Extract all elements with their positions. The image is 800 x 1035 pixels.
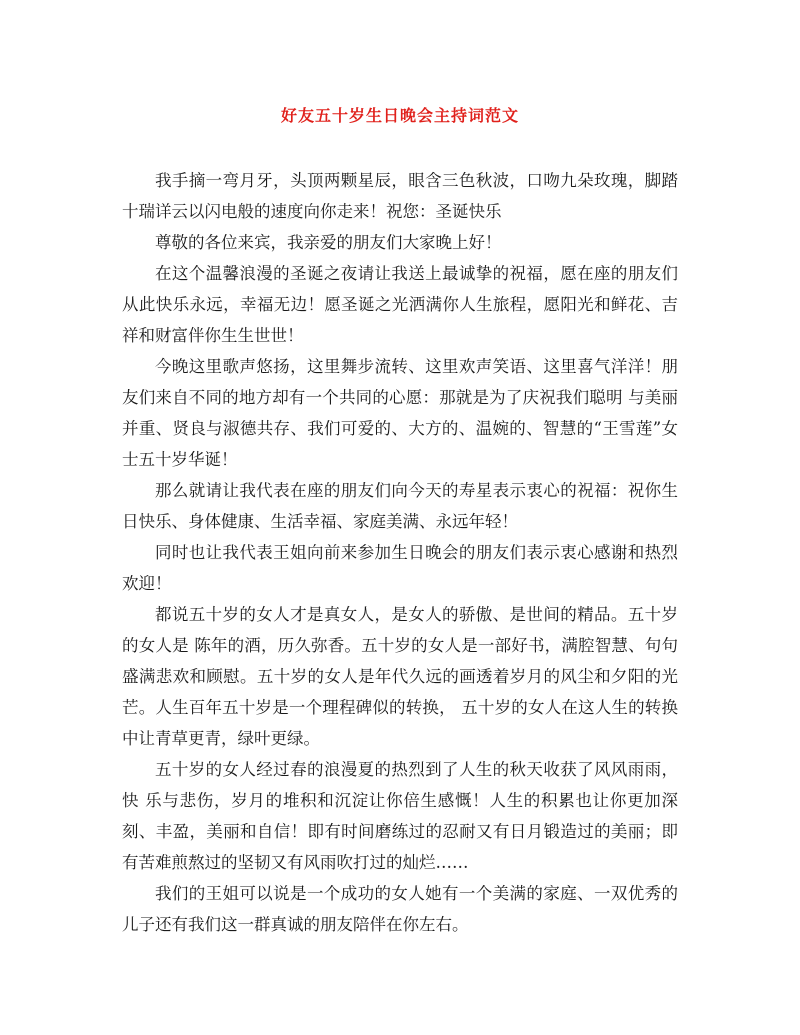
paragraph: 在这个温馨浪漫的圣诞之夜请让我送上最诚挚的祝福，愿在座的朋友们从此快乐永远，幸福无边！愿圣诞之光洒满你人生旅程，愿阳光和鲜花、吉祥和财富伴你生生世世！: [122, 264, 678, 345]
paragraph: 那么就请让我代表在座的朋友们向今天的寿星表示衷心的祝福：祝你生日快乐、身体健康、生活幸福、家庭美满、永远年轻！: [122, 481, 678, 531]
paragraph: 我们的王姐可以说是一个成功的女人她有一个美满的家庭、一双优秀的儿子还有我们这一群真诚的朋友陪伴在你左右。: [122, 884, 678, 934]
document-body: [122, 165, 678, 940]
document-title: 好友五十岁生日晚会主持词范文: [280, 106, 519, 125]
paragraph: 我手摘一弯月牙，头顶两颗星辰，眼含三色秋波，口吻九朵玫瑰，脚踏十瑞详云以闪电般的速度向你走来！祝您：圣诞快乐: [122, 171, 678, 221]
paragraph: 今晚这里歌声悠扬，这里舞步流转、这里欢声笑语、这里喜气洋洋！朋友们来自不同的地方却有一个共同的心愿：那就是为了庆祝我们聪明 与美丽并重、贤良与淑德共存、我们可爱的、大方的、温婉的、智慧的“王雪莲”女士五十岁华诞！: [122, 357, 678, 469]
paragraph: 尊敬的各位来宾，我亲爱的朋友们大家晚上好！: [155, 233, 502, 252]
paragraph: 同时也让我代表王姐向前来参加生日晚会的朋友们表示衷心感谢和热烈欢迎！: [122, 543, 678, 593]
paragraph: 五十岁的女人经过春的浪漫夏的热烈到了人生的秋天收获了风风雨雨，快 乐与悲伤，岁月的堆积和沉淀让你倍生感慨！人生的积累也让你更加深刻、丰盈，美丽和自信！即有时间磨练过的忍耐又有日月锻造过的美丽；即有苦难煎熬过的坚韧又有风雨吹打过的灿烂……: [122, 760, 678, 872]
paragraph: 都说五十岁的女人才是真女人，是女人的骄傲、是世间的精品。五十岁的女人是 陈年的酒，历久弥香。五十岁的女人是一部好书，满腔智慧、句句盛满悲欢和顾慰。五十岁的女人是年代久远的画透着岁月的风尘和夕阳的光芒。人生百年五十岁是一个理程碑似的转换， 五十岁的女人在这人生的转换中让青草更青，绿叶更绿。: [122, 605, 678, 748]
